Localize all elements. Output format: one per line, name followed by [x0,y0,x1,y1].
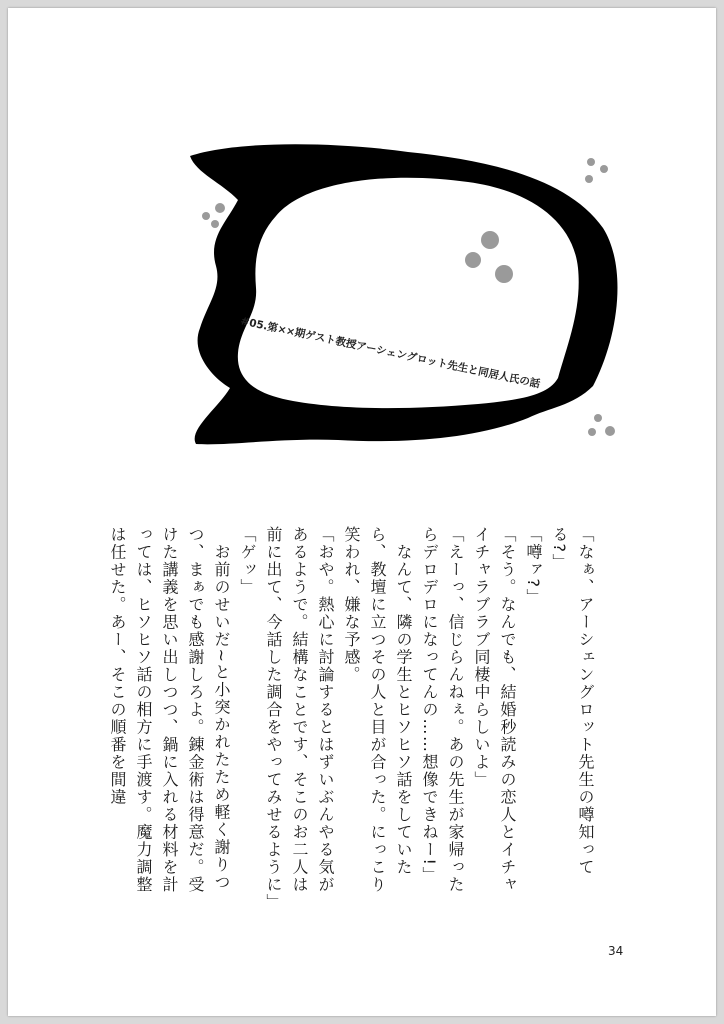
page-number: 34 [608,944,624,958]
vertical-body-text [108,526,598,911]
black-blob-shape [190,144,617,444]
paragraph: お前のせいだ~と小突かれたため軽く謝りつつ、まぁでも感謝しろよ。錬金術は得意だ。受けた講義を思い出しつつ、鍋に入れる材料を計っては、ヒソヒソ話の相方に手渡す。魔力調整は任せた。あー、そこの順番を間違 [108,526,231,894]
paragraph: 「えーっ、信じらんねぇ。あの先生が家帰ったらデロデロになってんの……想像できねー!」 [420,526,465,894]
chapter-title: #05.第××期ゲスト教授アーシェングロット先生と同居人氏の話 [239,315,542,391]
chapter-title-illustration [178,138,638,458]
paragraph: 「そう。なんでも、結婚秒読みの恋人とイチャイチャラブラブ同棲中らしいよ」 [472,526,517,894]
paragraph: なんて、隣の学生とヒソヒソ話をしていたら、教壇に立つその人と目が合った。にっこり笑われ、嫌な予感。 [342,526,413,894]
paragraph: 「おや。熱心に討論するとはずいぶんやる気があるようで。結構なことです、そこのお二人は前に出て、今話した調合をやってみせるように」 [264,526,335,911]
book-page [8,8,716,1016]
paragraph: 「なぁ、アーシェングロット先生の噂知ってる?」 [550,526,595,876]
paragraph: 「ゲッ」 [238,526,257,596]
paragraph: 「噂ァ?」 [524,526,543,606]
